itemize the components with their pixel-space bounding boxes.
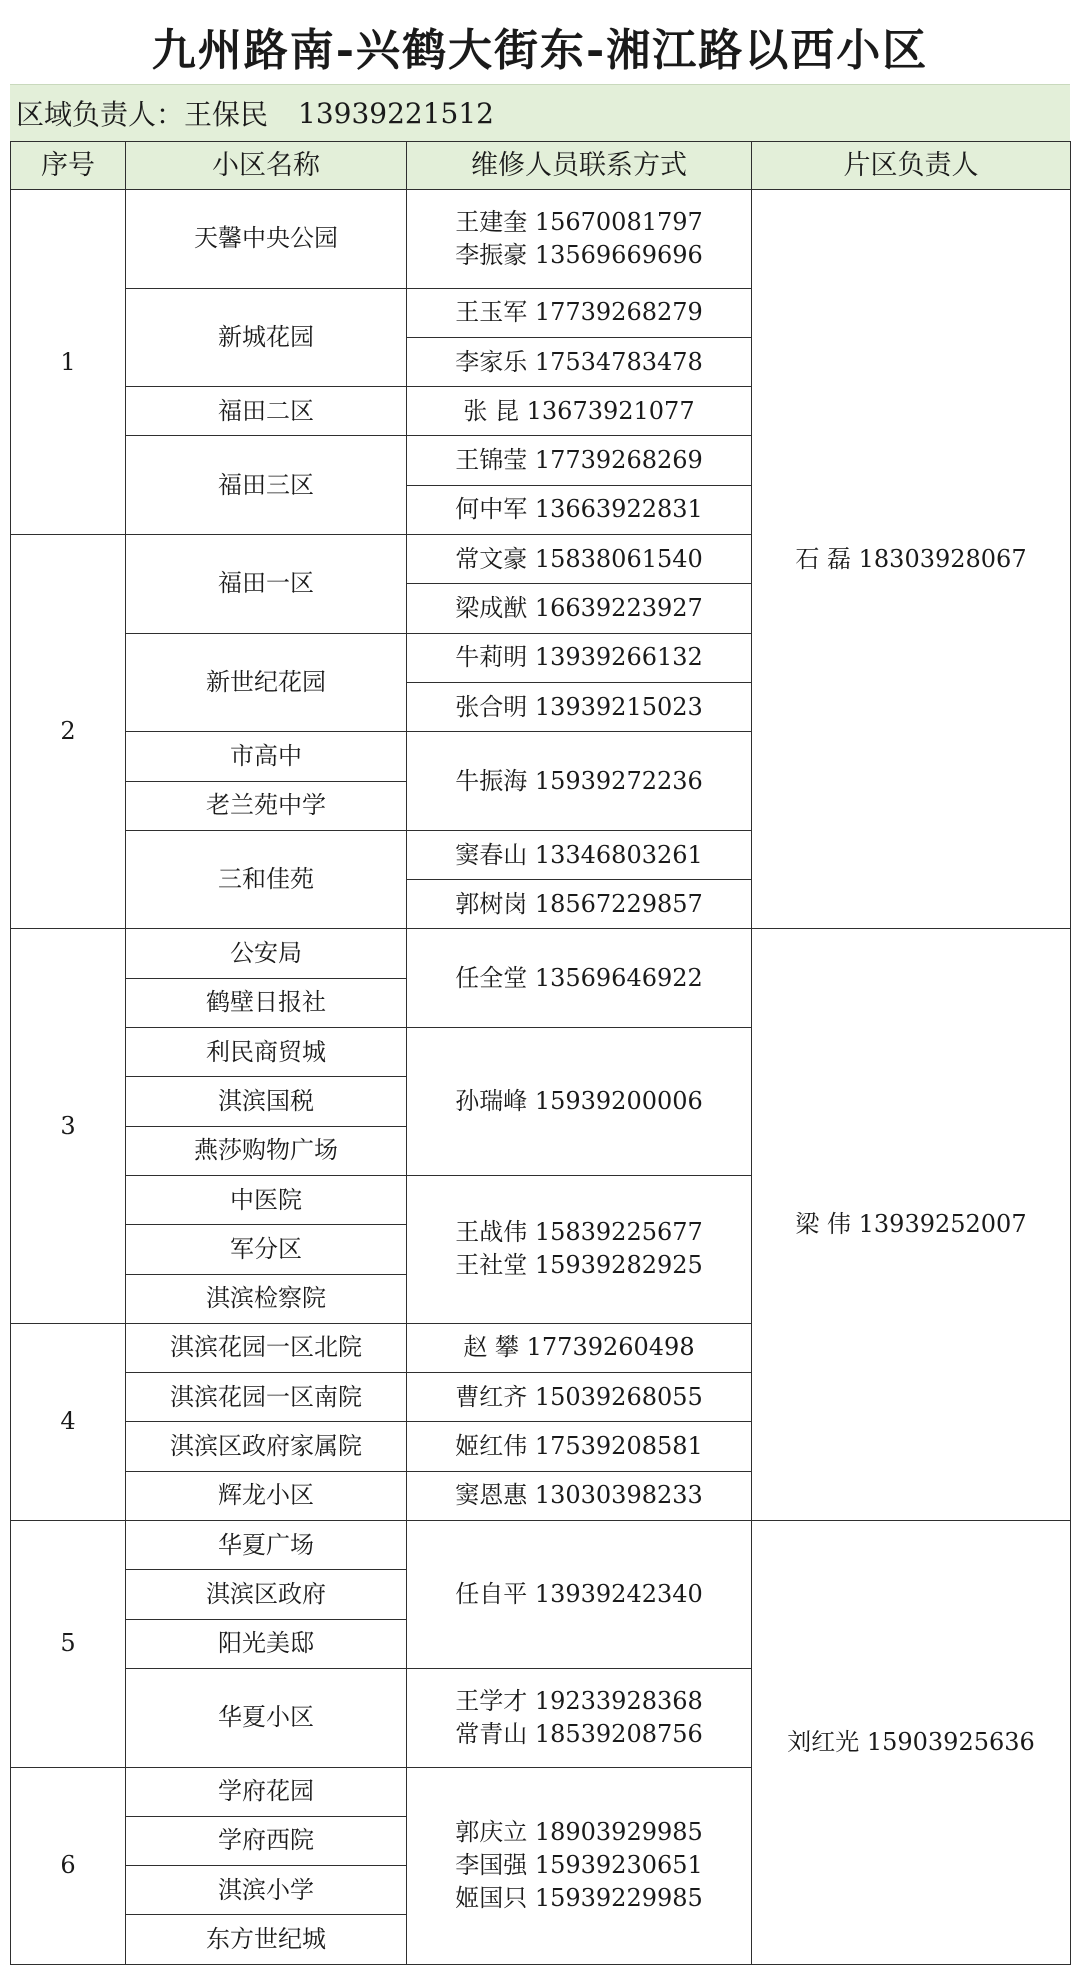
table-cell: 1 — [11, 190, 126, 535]
table-cell: 张合明 13939215023 — [407, 682, 752, 731]
table-cell: 牛莉明 13939266132 — [407, 633, 752, 682]
table-cell: 鹤壁日报社 — [126, 978, 407, 1027]
table-cell: 4 — [11, 1323, 126, 1520]
table-cell: 福田三区 — [126, 436, 407, 535]
table-cell: 新城花园 — [126, 288, 407, 387]
table-cell: 任自平 13939242340 — [407, 1521, 752, 1669]
table-cell: 3 — [11, 929, 126, 1323]
header-index: 序号 — [11, 142, 126, 190]
table-cell: 6 — [11, 1767, 126, 1965]
maintenance-contact-table — [10, 141, 1071, 1965]
header-district-leader: 片区负责人 — [752, 142, 1071, 190]
contact-line: 王战伟 15839225677 — [455, 1218, 703, 1247]
table-cell: 天馨中央公园 — [126, 190, 407, 289]
table-cell — [407, 1767, 752, 1965]
table-cell: 辉龙小区 — [126, 1471, 407, 1520]
table-cell: 李家乐 17534783478 — [407, 337, 752, 386]
table-cell: 淇滨检察院 — [126, 1274, 407, 1323]
table-cell: 何中军 13663922831 — [407, 485, 752, 534]
table-cell: 老兰苑中学 — [126, 781, 407, 830]
table-cell: 孙瑞峰 15939200006 — [407, 1028, 752, 1176]
table-cell: 淇滨区政府 — [126, 1570, 407, 1619]
table-cell: 华夏广场 — [126, 1521, 407, 1570]
table-cell: 2 — [11, 535, 126, 929]
contact-line: 常青山 18539208756 — [455, 1719, 703, 1748]
table-cell: 华夏小区 — [126, 1668, 407, 1767]
table-cell: 淇滨国税 — [126, 1077, 407, 1126]
table-cell: 刘红光 15903925636 — [752, 1521, 1071, 1965]
table-cell: 中医院 — [126, 1175, 407, 1224]
table-cell: 赵 攀 17739260498 — [407, 1323, 752, 1372]
contact-line: 姬国只 15939229985 — [455, 1884, 703, 1913]
table-cell: 牛振海 15939272236 — [407, 732, 752, 831]
table-cell: 梁成猷 16639223927 — [407, 584, 752, 633]
table-cell: 东方世纪城 — [126, 1915, 407, 1965]
header-community-name: 小区名称 — [126, 142, 407, 190]
header-repair-contact: 维修人员联系方式 — [407, 142, 752, 190]
table-cell: 任全堂 13569646922 — [407, 929, 752, 1028]
table-cell: 燕莎购物广场 — [126, 1126, 407, 1175]
table-cell: 淇滨花园一区南院 — [126, 1373, 407, 1422]
table-cell: 学府西院 — [126, 1816, 407, 1865]
contact-line: 王学才 19233928368 — [455, 1686, 703, 1715]
table-cell: 淇滨花园一区北院 — [126, 1323, 407, 1372]
table-body — [11, 190, 1071, 1965]
table-cell: 梁 伟 13939252007 — [752, 929, 1071, 1521]
contact-line: 李振豪 13569669696 — [455, 240, 703, 269]
table-cell: 张 昆 13673921077 — [407, 387, 752, 436]
area-leader-phone: 13939221512 — [298, 96, 494, 130]
table-cell: 窦春山 13346803261 — [407, 830, 752, 879]
table-row — [11, 190, 1071, 239]
contact-line: 李国强 15939230651 — [455, 1851, 703, 1880]
table-header-row — [11, 142, 1071, 190]
table-row — [11, 1521, 1071, 1570]
table-cell: 5 — [11, 1521, 126, 1767]
table-cell: 新世纪花园 — [126, 633, 407, 732]
table-cell: 军分区 — [126, 1225, 407, 1274]
table-cell — [407, 190, 752, 289]
table-cell: 利民商贸城 — [126, 1028, 407, 1077]
area-leader-label: 区域负责人：王保民 — [16, 98, 269, 131]
page-title: 九州路南-兴鹤大街东-湘江路以西小区 — [151, 25, 929, 76]
contact-line: 王社堂 15939282925 — [455, 1251, 703, 1280]
table-cell — [407, 1175, 752, 1323]
contact-line: 王建奎 15670081797 — [455, 207, 703, 236]
table-cell: 三和佳苑 — [126, 830, 407, 929]
table-cell: 福田二区 — [126, 387, 407, 436]
table-cell: 常文豪 15838061540 — [407, 535, 752, 584]
table-cell: 郭树岗 18567229857 — [407, 880, 752, 929]
table-cell — [407, 1668, 752, 1767]
table-cell: 王玉军 17739268279 — [407, 288, 752, 337]
table-row — [11, 929, 1071, 978]
table-cell: 姬红伟 17539208581 — [407, 1422, 752, 1471]
table-cell: 曹红齐 15039268055 — [407, 1373, 752, 1422]
table-cell: 市高中 — [126, 732, 407, 781]
table-cell: 淇滨小学 — [126, 1866, 407, 1915]
area-leader-bar — [10, 84, 1070, 141]
table-cell: 阳光美邸 — [126, 1619, 407, 1668]
table-cell: 淇滨区政府家属院 — [126, 1422, 407, 1471]
contact-line: 郭庆立 18903929985 — [455, 1818, 703, 1847]
table-cell: 石 磊 18303928067 — [752, 190, 1071, 929]
table-cell: 王锦莹 17739268269 — [407, 436, 752, 485]
table-cell: 福田一区 — [126, 535, 407, 634]
table-cell: 窦恩惠 13030398233 — [407, 1471, 752, 1520]
table-cell: 公安局 — [126, 929, 407, 978]
table-cell: 学府花园 — [126, 1767, 407, 1816]
